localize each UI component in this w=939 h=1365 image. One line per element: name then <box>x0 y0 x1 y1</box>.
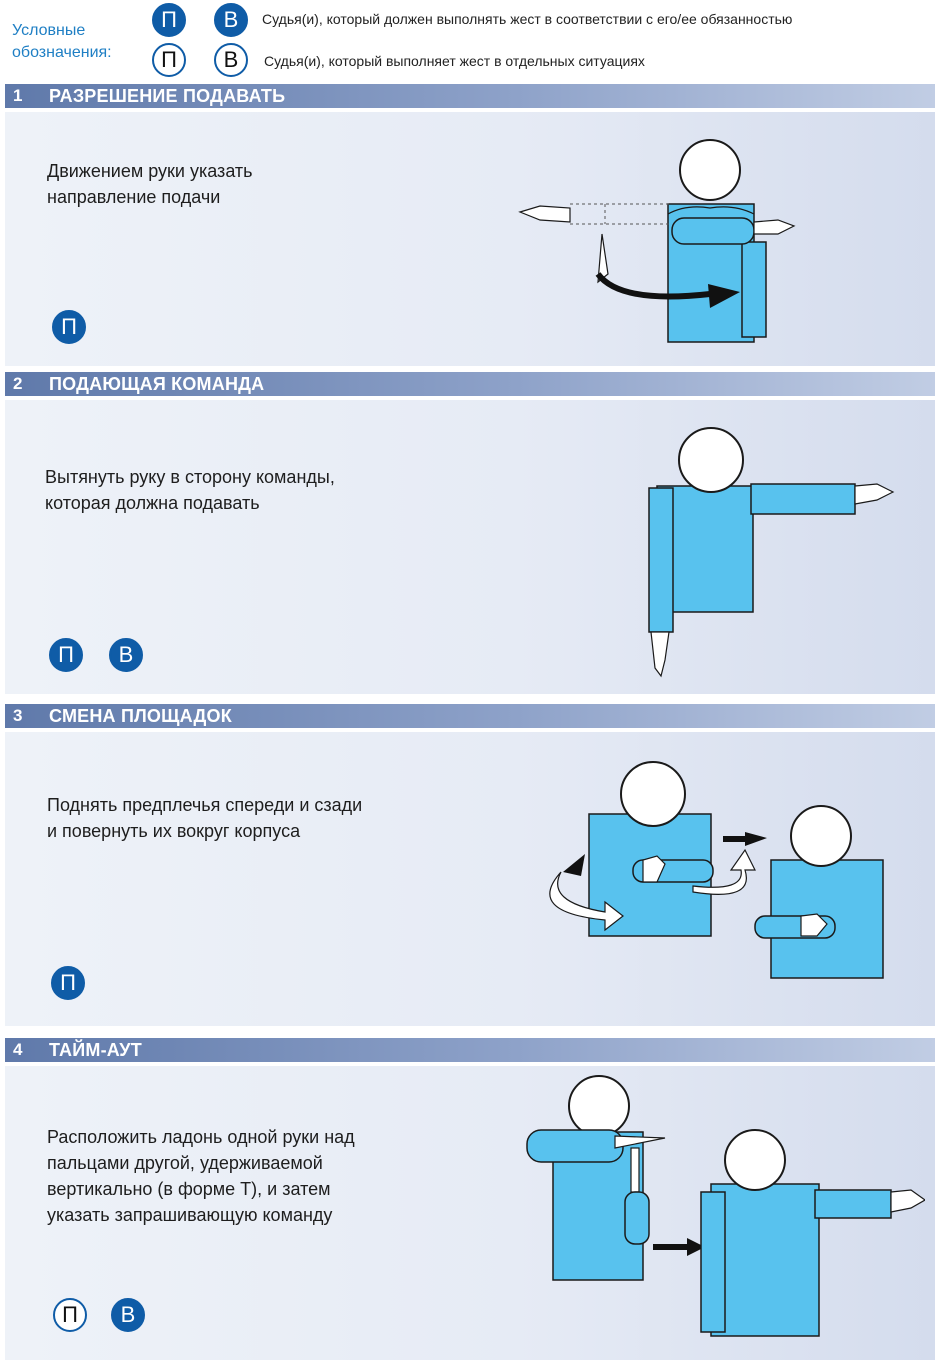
section-serving-team <box>5 372 935 694</box>
section-number: 3 <box>13 706 23 725</box>
description-line: Поднять предплечья спереди и сзади <box>47 795 363 815</box>
section-header <box>5 372 935 396</box>
first-referee-optional-badge: П <box>152 43 186 77</box>
section-title: СМЕНА ПЛОЩАДОК <box>49 706 232 726</box>
description-line: вертикально (в форме Т), и затем <box>47 1179 331 1199</box>
first-referee-badge: П <box>49 638 83 672</box>
description-line: Вытянуть руку в сторону команды, <box>45 467 335 487</box>
legend-row1-text: Судья(и), который должен выполнять жест в соответствии с его/ее обязанностью <box>262 11 793 27</box>
section-title: ТАЙМ-АУТ <box>49 1040 142 1060</box>
section-title: РАЗРЕШЕНИЕ ПОДАВАТЬ <box>49 86 286 106</box>
second-referee-required-badge: В <box>214 3 248 37</box>
description-line: пальцами другой, удерживаемой <box>47 1153 323 1173</box>
section-description <box>47 792 362 844</box>
description-line: указать запрашивающую команду <box>47 1205 333 1225</box>
second-referee-optional-badge: В <box>214 43 248 77</box>
referee-time-out-illustration <box>515 1066 925 1356</box>
first-referee-required-badge: П <box>152 3 186 37</box>
legend <box>0 0 939 80</box>
section-header <box>5 84 935 108</box>
section-body <box>5 1066 935 1360</box>
section-change-of-courts <box>5 704 935 1026</box>
section-number: 2 <box>13 374 23 393</box>
first-referee-badge: П <box>53 1298 87 1332</box>
legend-title-line1: Условные <box>12 22 86 39</box>
legend-row2-text: Судья(и), который выполняет жест в отдельных ситуациях <box>264 53 645 69</box>
section-title: ПОДАЮЩАЯ КОМАНДА <box>49 374 265 394</box>
section-header <box>5 704 935 728</box>
referee-serving-team-illustration <box>625 400 915 680</box>
section-description <box>45 464 335 516</box>
first-referee-badge: П <box>52 310 86 344</box>
description-line: и повернуть их вокруг корпуса <box>47 821 301 841</box>
section-body <box>5 112 935 366</box>
section-body <box>5 732 935 1026</box>
legend-title-line2: обозначения: <box>12 44 112 61</box>
legend-title <box>12 20 112 64</box>
second-referee-badge: В <box>109 638 143 672</box>
section-number: 1 <box>13 86 23 105</box>
first-referee-badge: П <box>51 966 85 1000</box>
section-description <box>47 158 253 210</box>
second-referee-badge: В <box>111 1298 145 1332</box>
section-header <box>5 1038 935 1062</box>
section-description <box>47 1124 355 1228</box>
description-line: Движением руки указать <box>47 161 253 181</box>
referee-serve-gesture-illustration <box>510 124 810 354</box>
description-line: Расположить ладонь одной руки над <box>47 1127 355 1147</box>
description-line: которая должна подавать <box>45 493 260 513</box>
referee-change-of-courts-illustration <box>545 732 895 1012</box>
section-number: 4 <box>13 1040 23 1059</box>
section-body <box>5 400 935 694</box>
section-time-out <box>5 1038 935 1360</box>
description-line: направление подачи <box>47 187 221 207</box>
section-authorization-to-serve <box>5 84 935 366</box>
